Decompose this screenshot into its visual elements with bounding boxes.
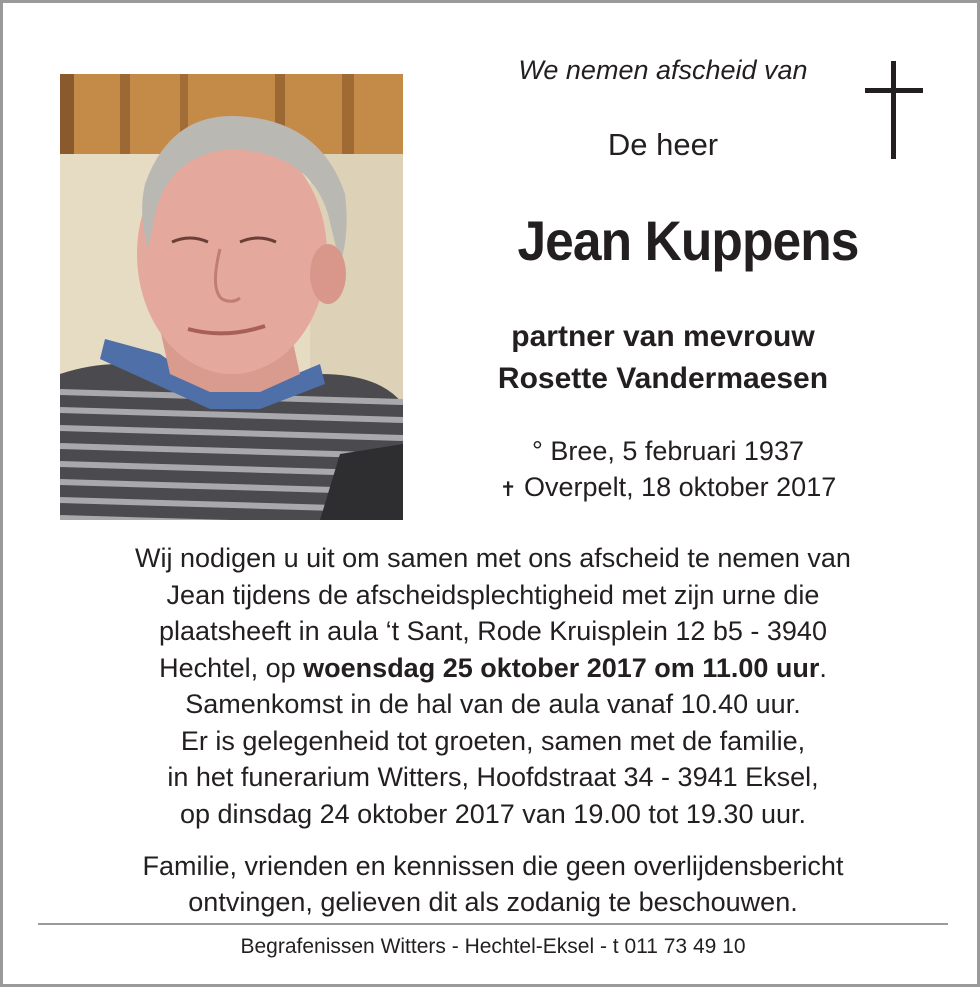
deceased-name: Jean Kuppens [517, 209, 859, 272]
intro-line: We nemen afscheid van [518, 55, 808, 85]
funeral-home-footer: Begrafenissen Witters - Hechtel-Eksel - t 011 73 49 10 [240, 935, 746, 958]
death-date-line [443, 469, 893, 508]
birth-date: ° Bree, 5 februari 1937 [532, 436, 804, 466]
partner-line-1: partner van mevrouw [511, 320, 815, 353]
death-date: Overpelt, 18 oktober 2017 [524, 472, 837, 502]
footer-divider [38, 923, 948, 925]
cross-icon [865, 61, 923, 159]
invitation-line-suffix: . [819, 652, 827, 683]
invitation-line: op dinsdag 24 oktober 2017 van 19.00 tot 19.30 uur. [180, 798, 806, 829]
closing-text [43, 848, 943, 920]
closing-line: ontvingen, gelieven dit als zodanig te beschouwen. [188, 887, 798, 917]
partner-line-2: Rosette Vandermaesen [497, 362, 829, 395]
portrait-photo [60, 74, 403, 520]
invitation-line: plaatsheeft in aula ‘t Sant, Rode Kruisplein 12 b5 - 3940 [159, 616, 827, 646]
honorific: De heer [607, 127, 719, 162]
invitation-line [43, 650, 943, 687]
ceremony-datetime: woensdag 25 oktober 2017 om 11.00 uur [303, 652, 820, 683]
invitation-text [43, 540, 943, 832]
invitation-line: in het funerarium Witters, Hoofdstraat 34 - 3941 Eksel, [167, 762, 819, 792]
partner-block [443, 316, 883, 400]
invitation-line: Er is gelegenheid tot groeten, samen met de familie, [180, 725, 806, 756]
closing-line: Familie, vrienden en kennissen die geen overlijdensbericht [142, 851, 844, 881]
death-cross-icon: ✝ [499, 479, 517, 501]
invitation-line-prefix: Hechtel, op [159, 652, 304, 683]
invitation-line: Wij nodigen u uit om samen met ons afscheid te nemen van [135, 543, 851, 573]
invitation-line: Samenkomst in de hal van de aula vanaf 10.40 uur. [185, 689, 801, 719]
invitation-line: Jean tijdens de afscheidsplechtigheid met zijn urne die [166, 579, 820, 610]
life-dates [443, 433, 893, 508]
